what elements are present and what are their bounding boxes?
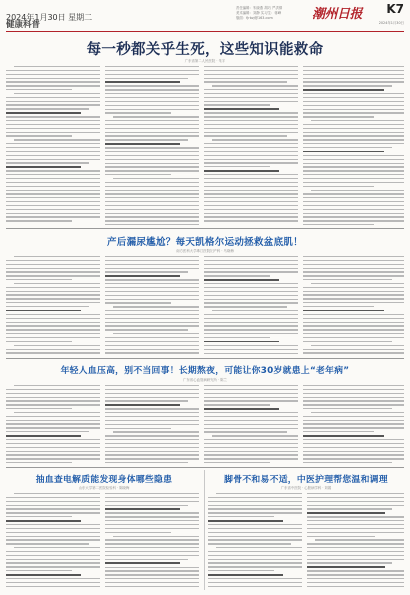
divider <box>6 467 404 468</box>
editor-meta <box>236 6 282 21</box>
article-3-byline: 广东省心血管病研究所 · 陈兰 <box>183 378 227 382</box>
article-2-col-2 <box>105 256 199 356</box>
article-4-byline: 山东大学第二医院检验科 · 陈晓梅 <box>78 486 130 490</box>
article-2-col-1 <box>6 256 100 356</box>
article-1-col-2 <box>105 66 199 226</box>
article-5-col-1 <box>208 493 302 591</box>
article-1-col-3 <box>204 66 298 226</box>
article-5-title: 脚骨不和易不适，中医护理帮您温和调理 <box>224 475 388 485</box>
header-date: 2024年1月30日 <box>378 21 404 25</box>
column-separator <box>204 470 205 590</box>
page-header <box>6 0 404 30</box>
article-2-byline: 南方医科大学珠江医院妇产科 · 马晓梅 <box>176 249 234 253</box>
article-1-title: 每一秒都关乎生死，这些知识能救命 <box>86 42 324 58</box>
article-2-title: 产后漏尿尴尬？每天凯格尔运动拯救盆底肌！ <box>106 237 303 248</box>
article-2-col-4 <box>303 256 404 356</box>
divider <box>6 228 404 229</box>
article-4-title: 抽血查电解质能发现身体哪些隐患 <box>35 475 173 485</box>
article-1-col-1 <box>6 66 100 226</box>
article-3-title: 年轻人血压高，别不当回事！长期熬夜，可能让你30岁就患上“老年病” <box>60 366 350 376</box>
newspaper-logo: 潮州日报 <box>312 7 363 22</box>
article-4-col-1 <box>6 493 100 591</box>
article-3-col-3 <box>204 385 298 465</box>
article-1-byline: 广东省第二人民医院 · 朱宇 <box>184 59 226 63</box>
divider <box>6 358 404 359</box>
header-date-left: 2024年1月30日 星期二 <box>6 13 93 22</box>
article-1-col-4 <box>303 66 404 226</box>
meta-line: 美术编辑：刘静 实习生：蒋峰 <box>236 11 282 15</box>
article-2-col-3 <box>204 256 298 356</box>
meta-line: 版面：fjrbzj@163.com <box>236 16 273 20</box>
article-4-col-2 <box>105 493 199 591</box>
article-3-col-2 <box>105 385 199 465</box>
article-5-byline: 广东省中医院 · 心脏病学科 · 刘娟 <box>280 486 332 490</box>
article-3-col-1 <box>6 385 100 465</box>
section-title: 健康科普 <box>6 20 41 30</box>
meta-line: 责任编辑：朱晓燕 胡巧 严洪倩 <box>236 6 283 10</box>
page-number: K7 <box>386 2 404 16</box>
header-rule <box>6 31 404 32</box>
article-3-col-4 <box>303 385 404 465</box>
article-5-col-2 <box>307 493 404 591</box>
